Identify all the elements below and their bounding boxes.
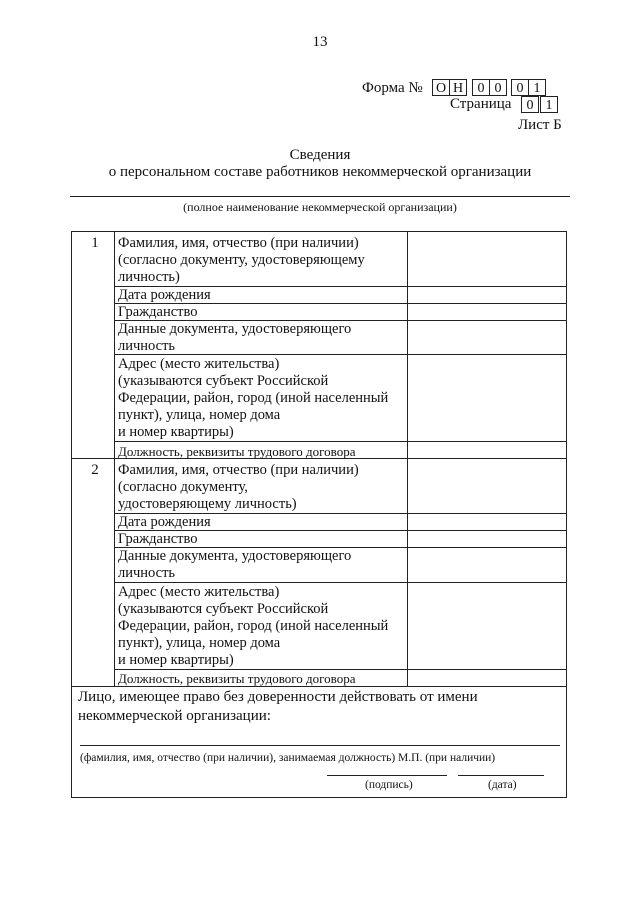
entry-number: 2 xyxy=(91,462,99,478)
field-full-name: Фамилия, имя, отчество (при наличии) (согласно документу, удостоверяющему личность) xyxy=(118,235,365,285)
entry-number: 1 xyxy=(91,235,99,251)
name-signature-line xyxy=(80,745,560,746)
field-id-document: Данные документа, удостоверяющего личность xyxy=(118,321,352,354)
signature-line xyxy=(327,775,447,776)
document-title: Сведения xyxy=(289,147,351,163)
page-code xyxy=(521,96,561,114)
field-address: Адрес (место жительства) (указываются субъект Российской Федерации, район, город (иной населенный пункт), улица, номер дома и номер квартиры) xyxy=(118,356,389,440)
date-line xyxy=(458,775,544,776)
field-position: Должность, реквизиты трудового договора xyxy=(118,671,356,686)
form-code-cell: О xyxy=(432,79,450,96)
form-code xyxy=(432,79,562,97)
form-code-cell: 0 xyxy=(489,79,507,96)
table-border xyxy=(71,797,567,798)
field-id-document: Данные документа, удостоверяющего личность xyxy=(118,548,352,581)
org-name-line xyxy=(70,196,570,197)
field-citizenship: Гражданство xyxy=(118,304,198,320)
form-code-cell: Н xyxy=(449,79,467,96)
page-label: Страница xyxy=(450,96,512,112)
date-caption: (дата) xyxy=(488,779,517,791)
form-code-cell: 1 xyxy=(528,79,546,96)
page-code-cell: 0 xyxy=(521,96,539,113)
field-position: Должность, реквизиты трудового договора xyxy=(118,444,356,459)
field-birth-date: Дата рождения xyxy=(118,514,211,530)
row-divider xyxy=(114,441,566,442)
form-label: Форма № xyxy=(362,80,423,96)
field-birth-date: Дата рождения xyxy=(118,287,211,303)
table-border xyxy=(71,231,72,798)
page-code-cell: 1 xyxy=(540,96,558,113)
field-citizenship: Гражданство xyxy=(118,531,198,547)
table-border xyxy=(71,231,567,232)
document-subtitle: о персональном составе работников некоммерческой организации xyxy=(108,164,532,180)
form-code-cell: 0 xyxy=(511,79,529,96)
name-position-caption: (фамилия, имя, отчество (при наличии), занимаемая должность) М.П. (при наличии) xyxy=(80,752,496,764)
row-divider xyxy=(114,582,566,583)
field-full-name: Фамилия, имя, отчество (при наличии) (согласно документу, удостоверяющему личность) xyxy=(118,462,359,512)
sheet-label: Лист Б xyxy=(518,117,562,133)
field-address: Адрес (место жительства) (указываются субъект Российской Федерации, район, город (иной населенный пункт), улица, номер дома и номер квартиры) xyxy=(118,584,389,668)
form-code-cell: 0 xyxy=(472,79,490,96)
org-name-caption: (полное наименование некоммерческой организации) xyxy=(183,200,457,214)
table-border xyxy=(566,231,567,798)
signature-caption: (подпись) xyxy=(365,779,413,791)
authorized-person-text: Лицо, имеющее право без доверенности действовать от имени некоммерческой организации: xyxy=(78,689,478,724)
page-number: 13 xyxy=(312,34,328,50)
